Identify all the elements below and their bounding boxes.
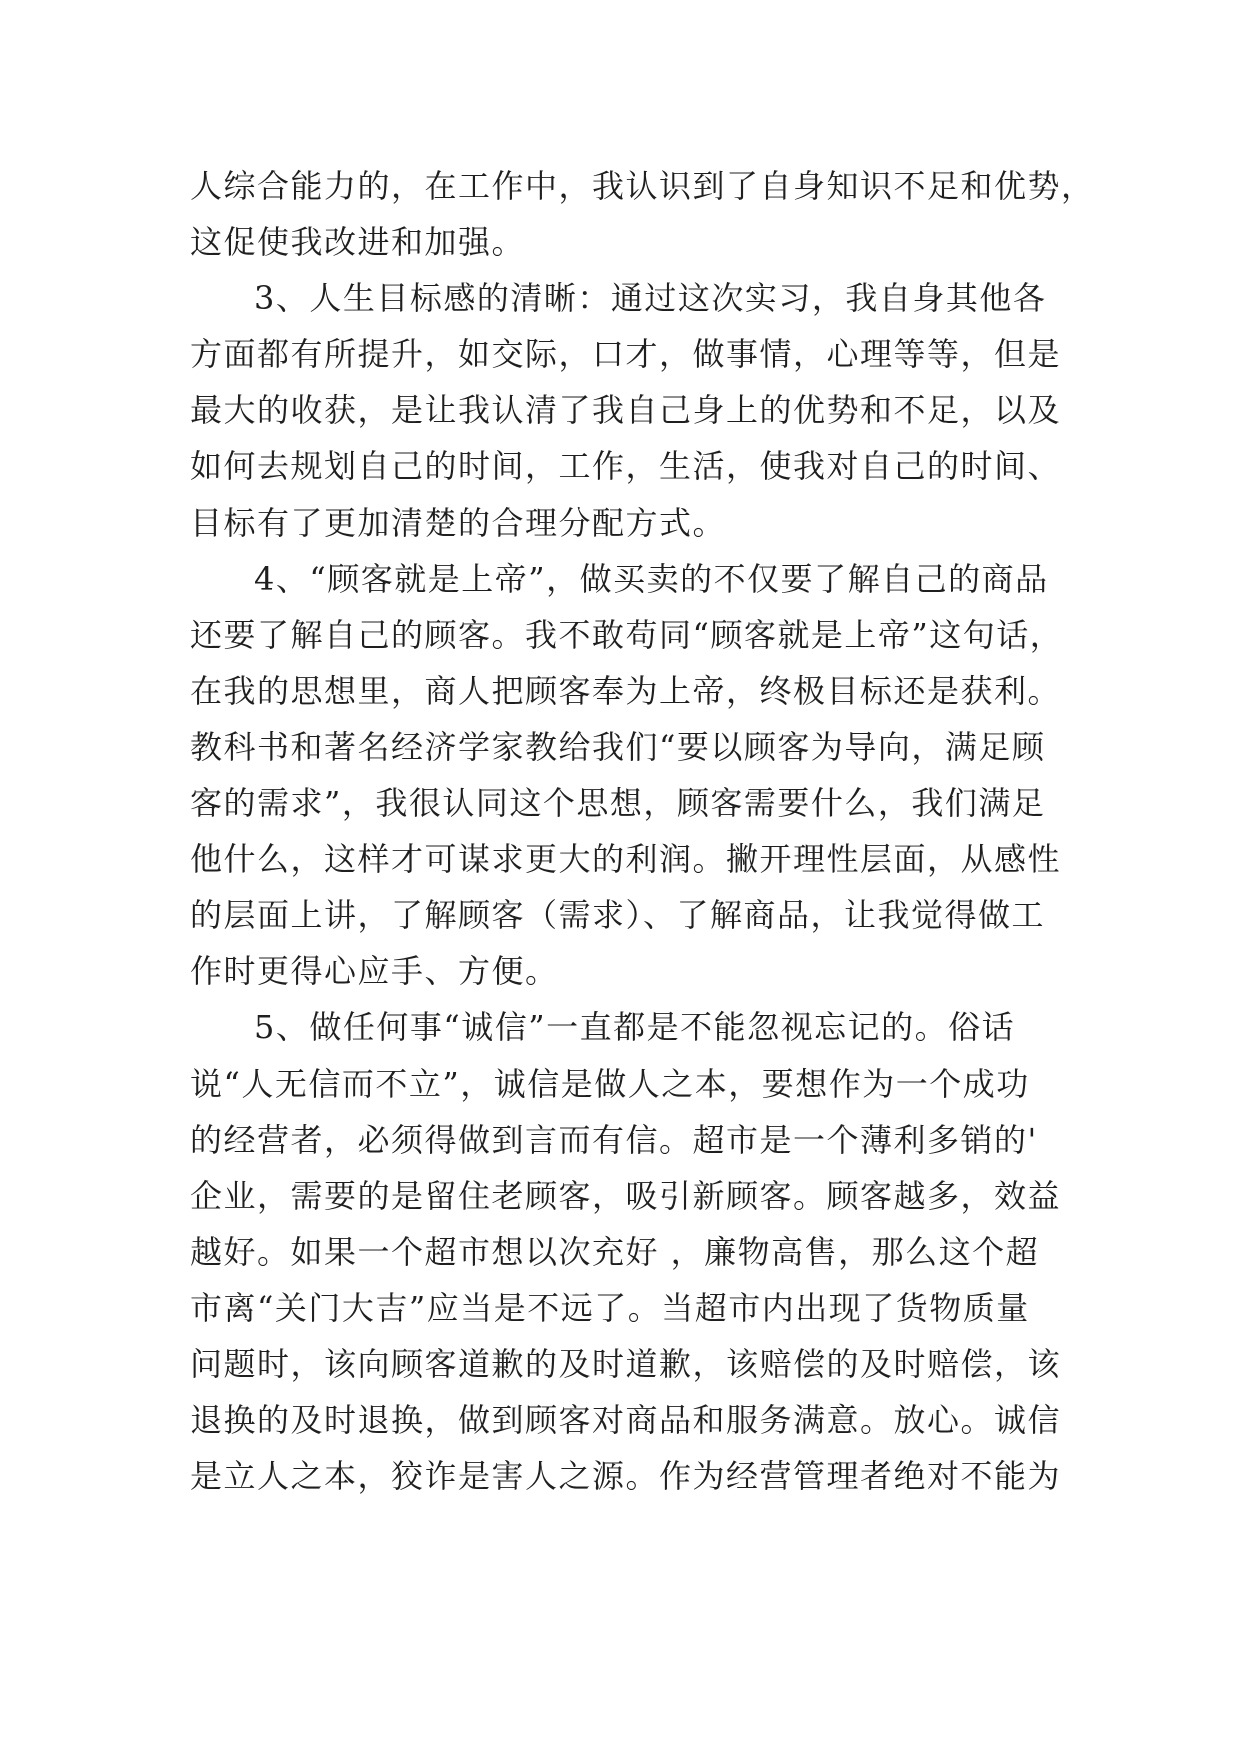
text-line: 退换的及时退换，做到顾客对商品和服务满意。放心。诚信: [190, 1401, 1062, 1440]
text-line: 在我的思想里，商人把顾客奉为上帝，终极目标还是获利。: [190, 671, 1062, 710]
text-line: 越好。如果一个超市想以次充好 ，廉物高售，那么这个超: [190, 1232, 1040, 1271]
text-line: 5、做任何事“诚信”一直都是不能忽视忘记的。俗话: [254, 1008, 1016, 1047]
text-line: 目标有了更加清楚的合理分配方式。: [190, 503, 727, 542]
text-line: 最大的收获，是让我认清了我自己身上的优势和不足，以及: [190, 391, 1062, 430]
text-line: 教科书和著名经济学家教给我们“要以顾客为导向，满足顾: [190, 727, 1046, 766]
text-line: 的层面上讲，了解顾客（需求）、了解商品，让我觉得做工: [190, 896, 1046, 935]
text-line: 的经营者，必须得做到言而有信。超市是一个薄利多销的': [190, 1120, 1038, 1159]
text-line: 是立人之本，狡诈是害人之源。作为经营管理者绝对不能为: [190, 1457, 1062, 1496]
text-line: 还要了解自己的顾客。我不敢苟同“顾客就是上帝”这句话，: [190, 615, 1064, 654]
text-line: 这促使我改进和加强。: [190, 223, 526, 262]
text-line: 市离“关门大吉”应当是不远了。当超市内出现了货物质量: [190, 1288, 1030, 1327]
body-text: [190, 158, 1095, 1504]
text-line: 人综合能力的，在工作中，我认识到了自身知识不足和优势，: [190, 167, 1095, 205]
text-line: 说“人无信而不立”，诚信是做人之本，要想作为一个成功: [190, 1064, 1030, 1103]
text-line: 3、人生目标感的清晰：通过这次实习，我自身其他各: [254, 279, 1047, 318]
text-line: 问题时，该向顾客道歉的及时道歉，该赔偿的及时赔偿，该: [190, 1344, 1062, 1383]
text-line: 客的需求”，我很认同这个思想，顾客需要什么，我们满足: [190, 784, 1046, 823]
text-line: 如何去规划自己的时间，工作，生活，使我对自己的时间、: [190, 447, 1062, 486]
text-line: 4、“顾客就是上帝”，做买卖的不仅要了解自己的商品: [254, 559, 1049, 598]
text-line: 方面都有所提升，如交际，口才，做事情，心理等等，但是: [190, 335, 1062, 374]
text-line: 作时更得心应手、方便。: [190, 952, 559, 991]
text-line: 企业，需要的是留住老顾客，吸引新顾客。顾客越多，效益: [190, 1176, 1062, 1215]
text-line: 他什么，这样才可谋求更大的利润。撇开理性层面，从感性: [190, 840, 1062, 879]
